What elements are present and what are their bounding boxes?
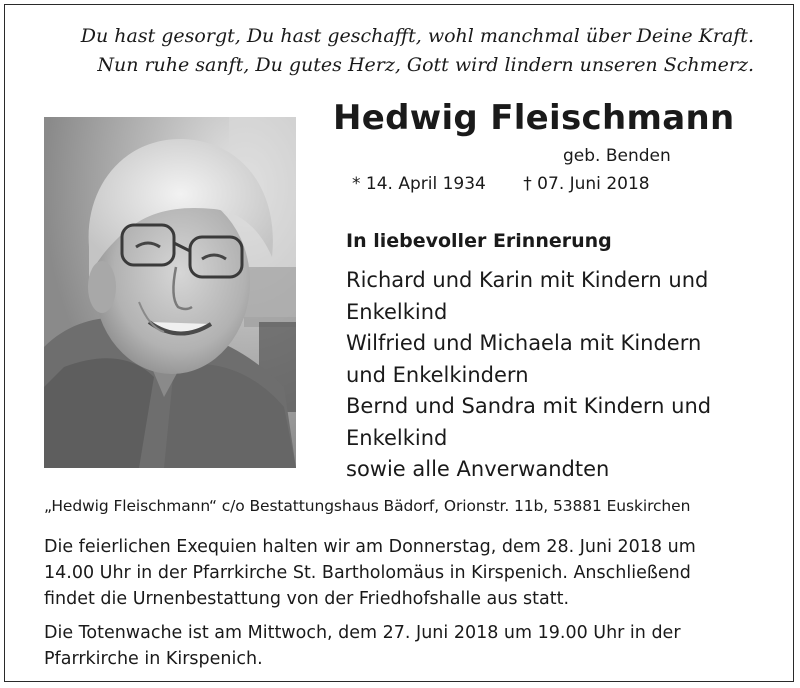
mourner-line: Richard und Karin mit Kindern und [346,268,709,292]
memorial-verse [81,22,754,80]
death-date: † 07. Juni 2018 [523,174,650,194]
funeral-service-text [44,534,696,612]
vigil-text [44,620,681,672]
birth-name: geb. Benden [563,146,671,166]
mourner-line: und Enkelkindern [346,362,529,387]
service-line: Die feierlichen Exequien halten wir am Donnerstag, dem 28. Juni 2018 um [44,537,696,557]
service-line: findet die Urnenbestattung von der Friedhofshalle aus statt. [44,589,570,609]
mourner-line: sowie alle Anverwandten [346,457,610,481]
vigil-line: Die Totenwache ist am Mittwoch, dem 27. Juni 2018 um 19.00 Uhr in der [44,623,681,643]
deceased-name: Hedwig Fleischmann [333,98,735,138]
birth-date: * 14. April 1934 [352,174,486,194]
portrait-photo [44,117,296,468]
contact-address: „Hedwig Fleischmann“ c/o Bestattungshaus Bädorf, Orionstr. 11b, 53881 Euskirchen [44,497,691,515]
mourner-line: Enkelkind [346,299,448,324]
mourner-line: Bernd und Sandra mit Kindern und [346,394,712,418]
service-line: 14.00 Uhr in der Pfarrkirche St. Bartholomäus in Kirspenich. Anschließend [44,563,691,583]
portrait-illustration [44,117,296,468]
verse-line: Nun ruhe sanft, Du gutes Herz, Gott wird lindern unseren Schmerz. [97,54,754,76]
mourners-list [346,265,756,486]
mourner-line: Wilfried und Michaela mit Kindern [346,331,702,355]
mourner-line: Enkelkind [346,425,448,450]
remembrance-heading: In liebevoller Erinnerung [346,230,612,252]
vigil-line: Pfarrkirche in Kirspenich. [44,649,263,669]
life-dates [352,174,650,194]
verse-line: Du hast gesorgt, Du hast geschafft, wohl manchmal über Deine Kraft. [80,25,754,47]
